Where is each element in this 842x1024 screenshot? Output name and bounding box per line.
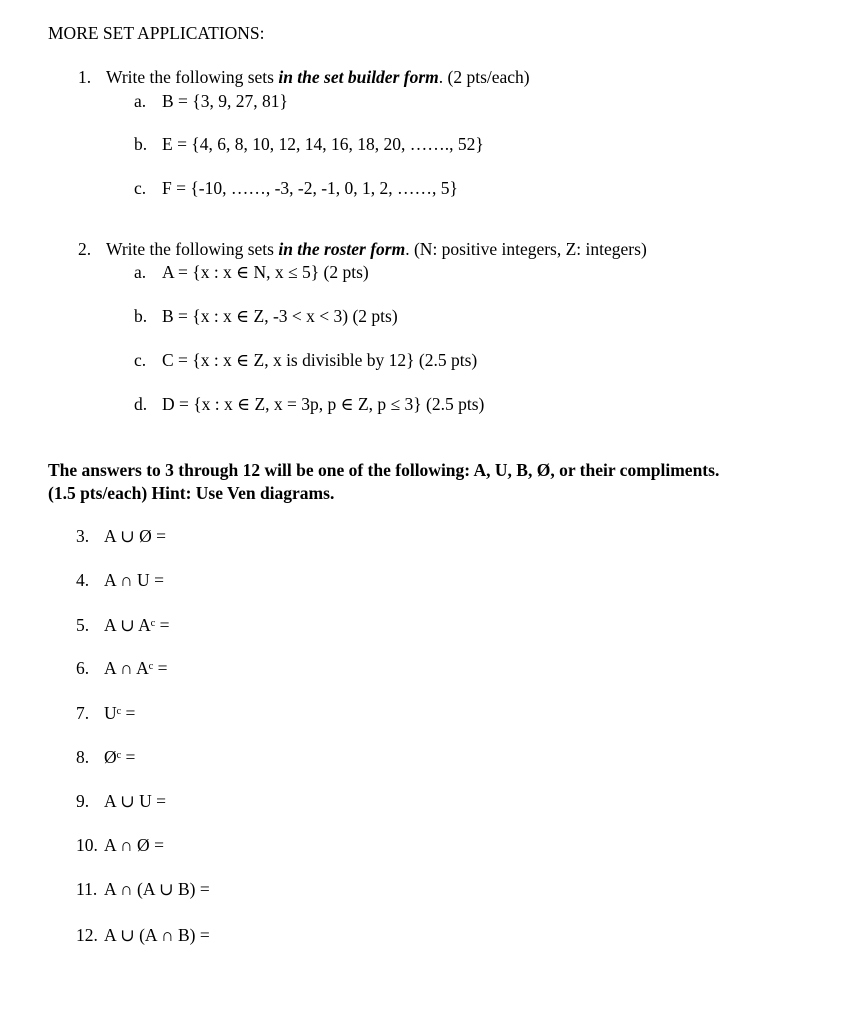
item-6 [76, 657, 167, 679]
question-1-text-before: Write the following sets [106, 67, 279, 87]
item-12-number: 12. [76, 925, 98, 945]
item-10-number: 10. [76, 835, 98, 855]
question-2b-text: B = {x : x ∈ Z, -3 < x < 3) (2 pts) [162, 306, 398, 326]
item-12-text: A ∪ (A ∩ B) = [104, 925, 210, 945]
question-2d-text: D = {x : x ∈ Z, x = 3p, p ∈ Z, p ≤ 3} (2.5 pts) [162, 394, 485, 414]
question-1c-letter: c. [134, 178, 147, 198]
question-2c [134, 349, 477, 371]
question-2b-letter: b. [134, 306, 148, 326]
question-2-text-before: Write the following sets [106, 239, 279, 259]
question-2c-letter: c. [134, 350, 147, 370]
item-9-number: 9. [76, 791, 90, 811]
question-2b [134, 305, 398, 327]
question-1a-text: B = {3, 9, 27, 81} [162, 91, 288, 111]
item-6-text: A ∩ Aᶜ = [104, 658, 168, 678]
question-2a-letter: a. [134, 262, 147, 282]
question-1a-letter: a. [134, 91, 147, 111]
item-10 [76, 834, 164, 856]
item-11 [76, 878, 210, 900]
question-1 [78, 66, 530, 88]
item-3 [76, 525, 166, 547]
item-11-text: A ∩ (A ∪ B) = [104, 879, 210, 899]
item-4-text: A ∩ U = [104, 570, 164, 590]
question-1c-text: F = {-10, ……, -3, -2, -1, 0, 1, 2, ……, 5} [162, 178, 458, 198]
instructions-line-1: The answers to 3 through 12 will be one of the following: A, U, B, Ø, or their compliments. [48, 460, 720, 480]
question-2a-text: A = {x : x ∈ N, x ≤ 5} (2 pts) [162, 262, 369, 282]
item-3-text: A ∪ Ø = [104, 526, 166, 546]
item-8-number: 8. [76, 747, 90, 767]
item-12 [76, 924, 210, 946]
question-1b [134, 133, 484, 155]
question-1-number: 1. [78, 67, 92, 87]
question-2 [78, 238, 647, 260]
item-9 [76, 790, 166, 812]
question-1-text-after: . (2 pts/each) [438, 67, 530, 87]
item-3-number: 3. [76, 526, 90, 546]
item-5 [76, 614, 169, 636]
item-9-text: A ∪ U = [104, 791, 166, 811]
item-10-text: A ∩ Ø = [104, 835, 164, 855]
question-1-emphasis: in the set builder form [278, 67, 439, 87]
item-8-text: Øᶜ = [104, 747, 136, 767]
question-2-emphasis: in the roster form [278, 239, 406, 259]
question-1a [134, 90, 288, 112]
question-1b-letter: b. [134, 134, 148, 154]
question-1c [134, 177, 458, 199]
question-2d-letter: d. [134, 394, 148, 414]
question-2-text-after: . (N: positive integers, Z: integers) [405, 239, 647, 259]
item-7-number: 7. [76, 703, 90, 723]
question-2-number: 2. [78, 239, 92, 259]
item-8 [76, 746, 135, 768]
question-1b-text: E = {4, 6, 8, 10, 12, 14, 16, 18, 20, ……., 52} [162, 134, 484, 154]
instructions-line-2: (1.5 pts/each) Hint: Use Ven diagrams. [48, 483, 335, 503]
item-6-number: 6. [76, 658, 90, 678]
item-11-number: 11. [76, 879, 98, 899]
question-2d [134, 393, 484, 415]
item-5-text: A ∪ Aᶜ = [104, 615, 170, 635]
item-7-text: Uᶜ = [104, 703, 136, 723]
page-title: MORE SET APPLICATIONS: [48, 23, 265, 43]
item-4-number: 4. [76, 570, 90, 590]
item-4 [76, 569, 164, 591]
item-5-number: 5. [76, 615, 90, 635]
question-2c-text: C = {x : x ∈ Z, x is divisible by 12} (2.5 pts) [162, 350, 478, 370]
item-7 [76, 702, 135, 724]
question-2a [134, 261, 369, 283]
